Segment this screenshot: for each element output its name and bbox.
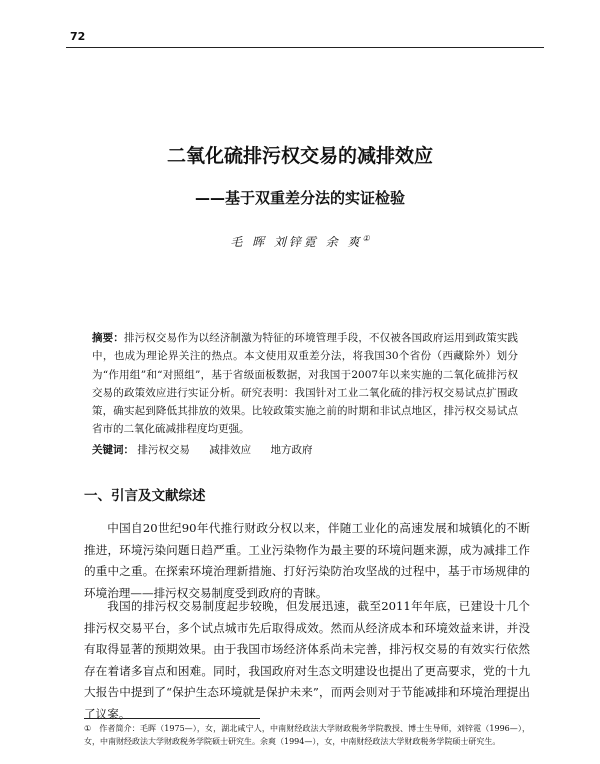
- author-note-mark: ①: [362, 234, 370, 243]
- article-subtitle: ——基于双重差分法的实证检验: [194, 189, 405, 207]
- abstract: [92, 329, 518, 439]
- keyword-item: 排污权交易: [137, 444, 190, 456]
- page-number: 72: [70, 30, 86, 43]
- article-authors: [0, 233, 600, 250]
- footnote: [84, 722, 530, 748]
- footnote-rule: [84, 718, 260, 719]
- section-heading: 一、引言及文献综述: [84, 488, 206, 504]
- keywords-label: 关键词：: [92, 444, 134, 456]
- body-paragraph: 我国的排污权交易制度起步较晚，但发展迅速，截至2011年年底，已建设十几个排污权交易平台，多个试点城市先后取得成效。然而从经济成本和环境效益来讲，并没有取得显著的预期效果。由于我国市场经济体系尚未完善，排污权交易的有效实行依然存在着诸多盲点和困难。同时，我国政府对生态文明建设也提出了更高要求，党的十九大报告中提到了“保护生态环境就是保护未来”，而两会则对于节能减排和环境治理提出了议案。: [84, 599, 530, 721]
- article-title: 二氧化硫排污权交易的减排效应: [166, 145, 433, 167]
- footnote-mark: ①: [84, 724, 92, 733]
- abstract-text: 排污权交易作为以经济制激为特征的环境管理手段，不仅被各国政府运用到政策实践中，也成为理论界关注的热点。本文使用双重差分法，将我国30个省份（西藏除外）划分为“作用组”和“对照组”，基于省级面板数据，对我国于2007年以来实施的二氧化硫排污权交易的政策效应进行实证分析。研究表明：我国针对工业二氧化硫的排污权交易试点扩围政策，确实起到降低其排放的效果。比较政策实施之前的时期和非试点地区，排污权交易试点省市的二氧化硫减排程度均更强。: [92, 332, 519, 436]
- keyword-item: 地方政府: [270, 444, 313, 456]
- keywords: [92, 441, 518, 459]
- header-rule: [66, 47, 544, 48]
- abstract-label: 摘要：: [92, 332, 124, 344]
- author-names: 毛 晖 刘锌霓 余 爽: [230, 235, 363, 249]
- keyword-item: 减排效应: [209, 444, 252, 456]
- body-paragraph: 中国自20世纪90年代推行财政分权以来，伴随工业化的高速发展和城镇化的不断推进，环境污染问题日趋严重。工业污染物作为最主要的环境问题来源，成为减排工作的重中之重。在探索环境治理新措施、打好污染防治攻坚战的过程中，基于市场规律的环境治理——排污权交易制度受到政府的青睐。: [84, 521, 530, 600]
- footnote-text: 作者简介：毛晖（1975—），女，湖北咸宁人，中南财经政法大学财政税务学院教授、博士生导师，刘锌霓（1996—），女，中南财经政法大学财政税务学院硕士研究生。余爽（1994—），女，中南财经政法大学财政税务学院硕士研究生。: [84, 724, 530, 746]
